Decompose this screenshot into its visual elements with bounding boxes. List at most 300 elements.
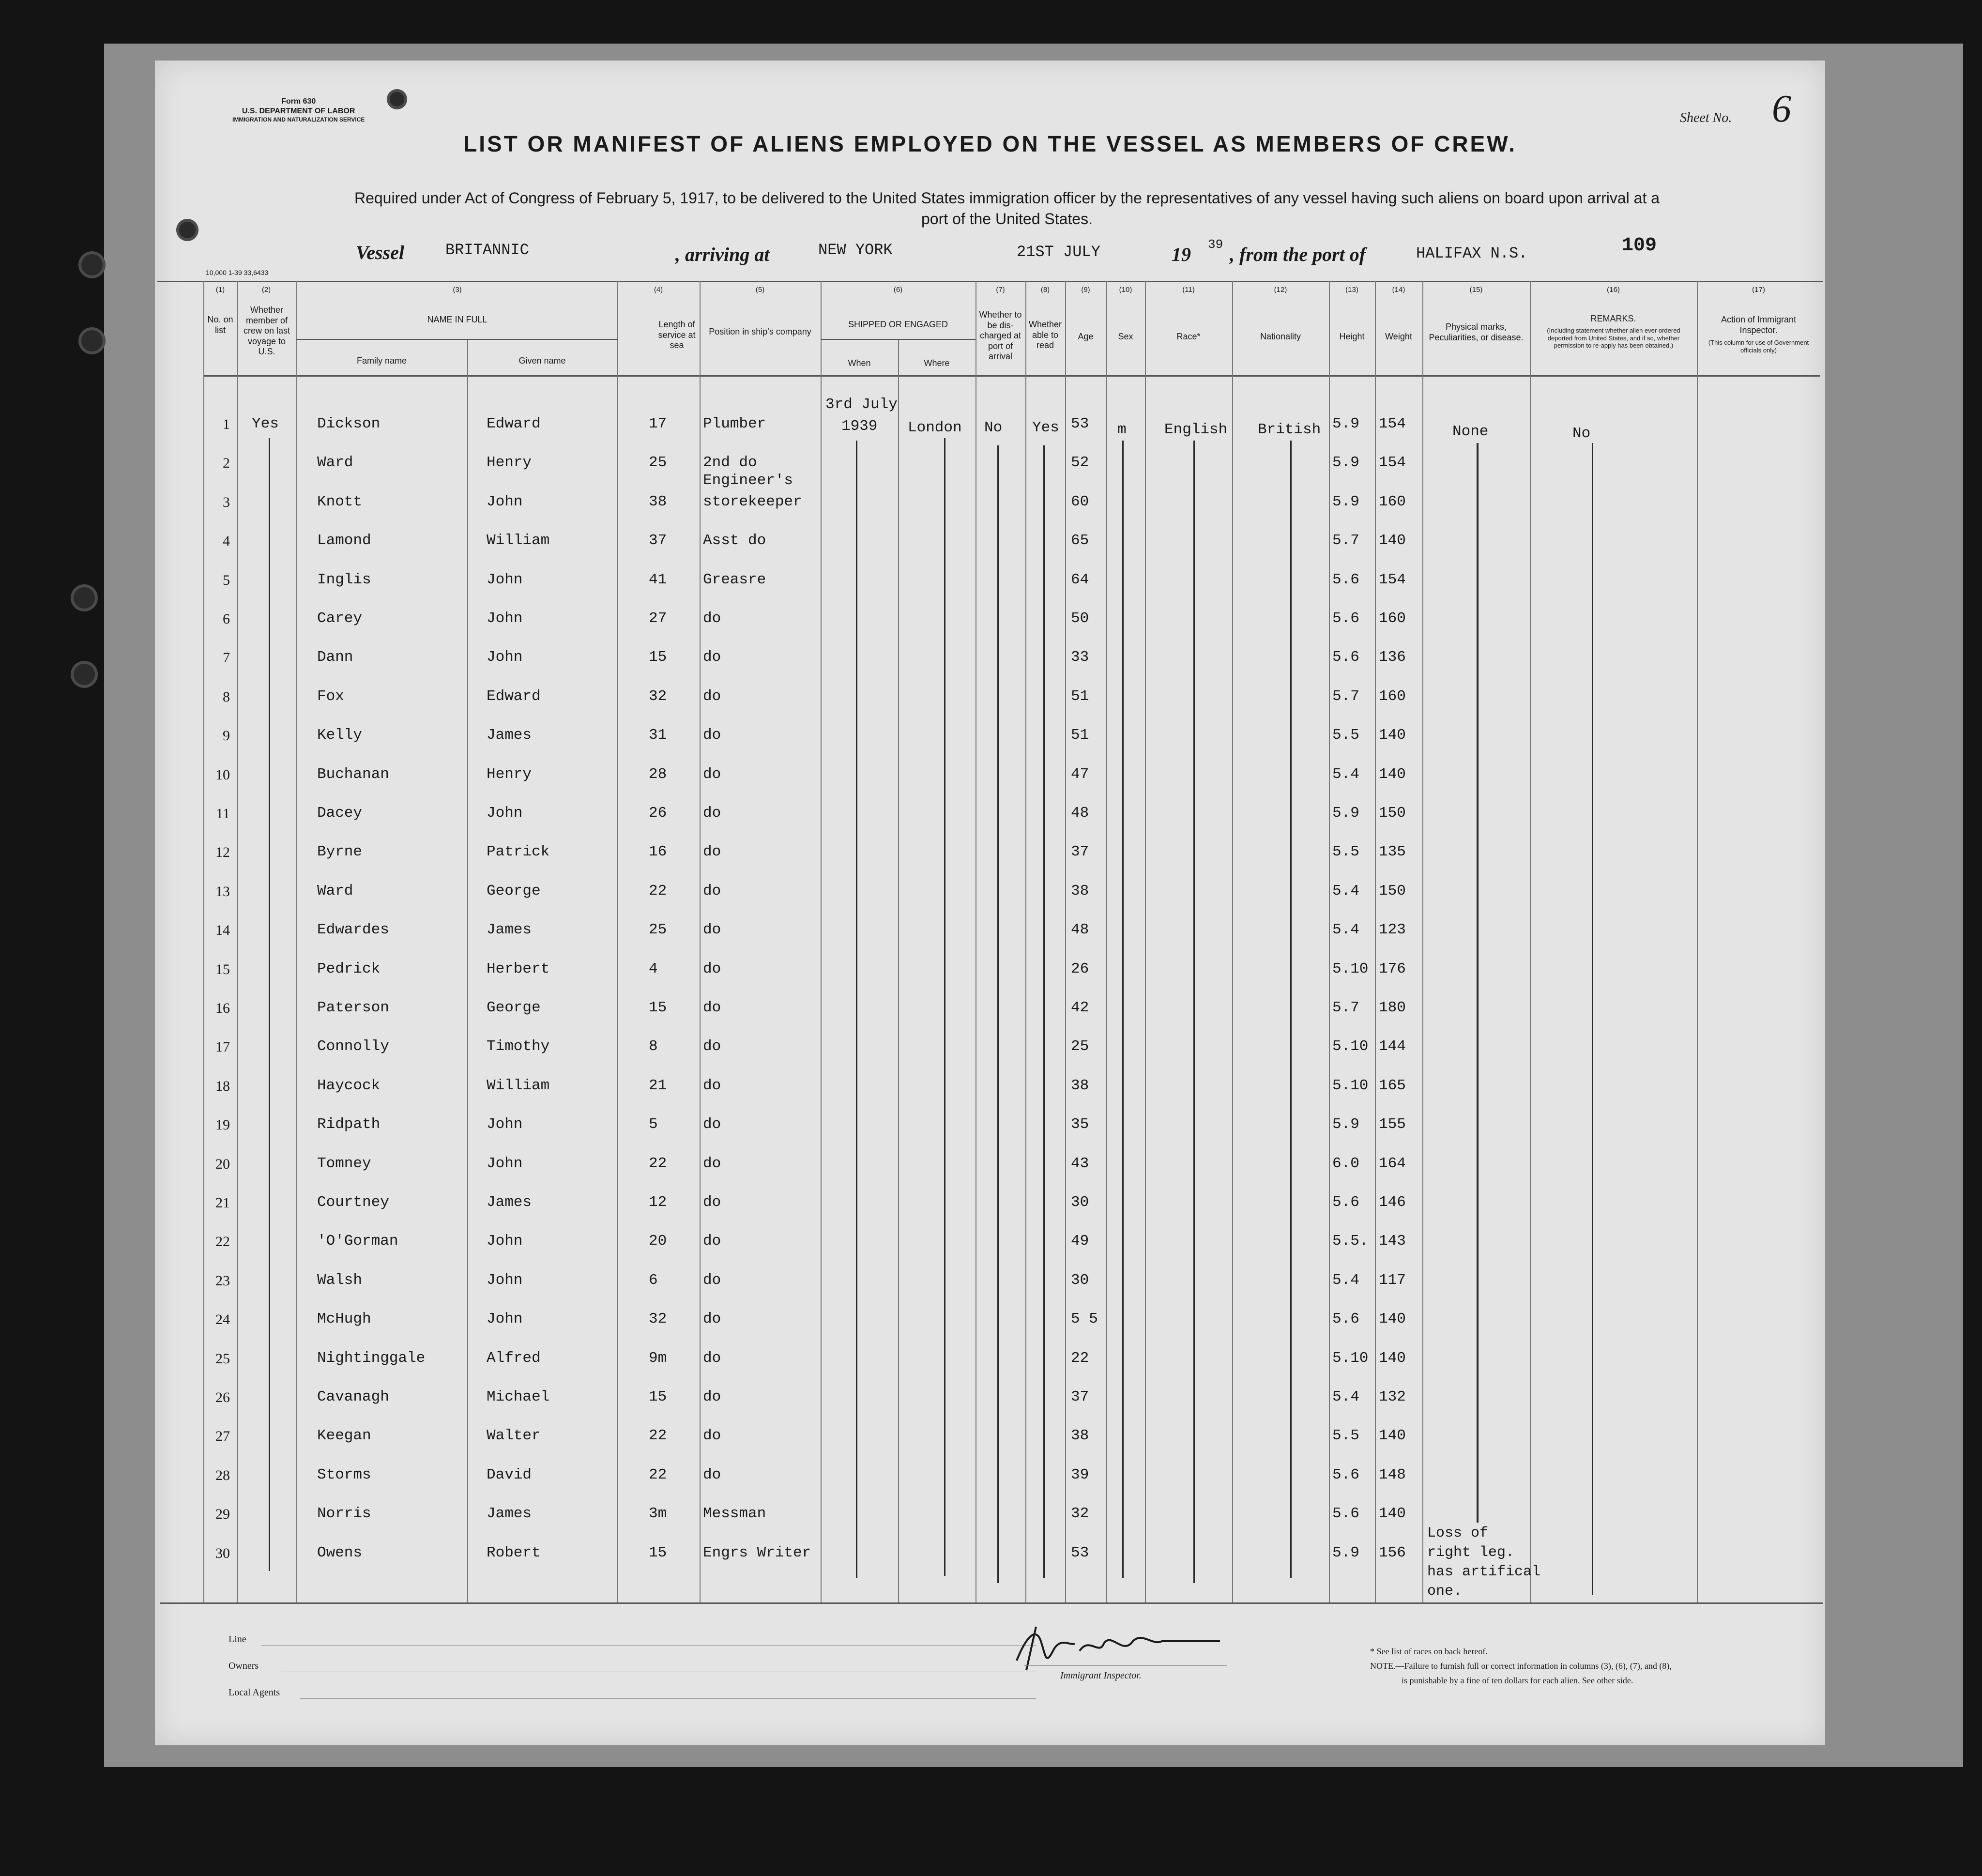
weight: 135 — [1379, 843, 1406, 860]
weight: 160 — [1379, 493, 1406, 510]
length-of-service: 6 — [649, 1272, 658, 1289]
family-name: Paterson — [317, 999, 389, 1016]
col-num-14: (14) — [1392, 286, 1405, 294]
given-name: Timothy — [487, 1038, 550, 1055]
row-number: 4 — [223, 533, 230, 549]
header-rule — [157, 281, 1823, 282]
length-of-service: 22 — [649, 883, 667, 900]
ship-position: do — [703, 1233, 721, 1250]
ditto-mark — [1043, 445, 1045, 1578]
weight: 154 — [1379, 454, 1406, 471]
shipped-when: 3rd July — [825, 396, 898, 413]
height: 5.5. — [1332, 1233, 1369, 1250]
sheet-label: Sheet No. — [1680, 110, 1732, 125]
given-name: George — [487, 883, 541, 900]
family-name: Buchanan — [317, 766, 389, 783]
col-num-11: (11) — [1182, 286, 1195, 294]
weight: 143 — [1379, 1233, 1406, 1250]
weight: 117 — [1379, 1272, 1406, 1289]
weight: 180 — [1379, 999, 1406, 1016]
ship-position: storekeeper — [703, 493, 802, 510]
ship-position: do — [703, 688, 721, 705]
ship-position: do — [703, 1077, 721, 1094]
height: 5.6 — [1332, 610, 1359, 627]
ship-position: do — [703, 1116, 721, 1133]
ship-position: do — [703, 1311, 721, 1327]
footer-line — [300, 1698, 1036, 1699]
arriving-label: , arriving at — [675, 244, 770, 265]
height: 5.10 — [1332, 1077, 1369, 1094]
length-of-service: 25 — [649, 921, 667, 938]
col-num-13: (13) — [1345, 286, 1358, 294]
row-number: 15 — [215, 961, 230, 977]
family-name: Inglis — [317, 571, 371, 588]
given-name: John — [487, 1272, 523, 1289]
row-number: 8 — [223, 689, 230, 705]
length-of-service: 22 — [649, 1155, 667, 1172]
binder-hole — [179, 222, 196, 238]
weight: 154 — [1379, 571, 1406, 588]
height: 5.5 — [1332, 727, 1359, 744]
col-num-9: (9) — [1081, 286, 1090, 294]
height: 5.4 — [1332, 883, 1359, 900]
ship-position: do — [703, 843, 721, 860]
height: 5.9 — [1332, 454, 1359, 471]
ship-position: do — [703, 649, 721, 666]
family-name: Ward — [317, 883, 353, 900]
col-num-6: (6) — [893, 286, 903, 294]
ship-position: do — [703, 961, 721, 977]
age: 30 — [1071, 1194, 1089, 1211]
footer-owners-label: Owners — [229, 1661, 259, 1671]
shipped-where: London — [908, 419, 962, 436]
length-of-service: 28 — [649, 766, 667, 783]
given-name: Herbert — [487, 961, 550, 977]
year-prefix: 19 — [1172, 244, 1191, 265]
form-identifier — [232, 97, 365, 123]
length-of-service: 21 — [649, 1077, 667, 1094]
grid-line — [1422, 281, 1423, 1602]
length-of-service: 22 — [649, 1427, 667, 1444]
weight: 156 — [1379, 1544, 1406, 1561]
row-number: 28 — [215, 1467, 230, 1483]
grid-line — [296, 339, 618, 340]
family-name: Knott — [317, 493, 363, 510]
age: 52 — [1071, 454, 1089, 471]
ship-position: Asst do — [703, 532, 766, 549]
height: 5.10 — [1332, 1350, 1369, 1367]
footer-note-fine-2: is punishable by a fine of ten dollars for each alien. See other side. — [1402, 1676, 1633, 1685]
ditto-mark — [1122, 441, 1124, 1578]
row-number: 6 — [223, 611, 230, 627]
weight: 140 — [1379, 1350, 1406, 1367]
vessel-label: Vessel — [356, 242, 404, 263]
column-header-rule — [203, 375, 1820, 377]
col-num-8: (8) — [1040, 286, 1050, 294]
member-last-voyage: Yes — [252, 415, 279, 432]
grid-line — [617, 281, 618, 1602]
col-header-sex: Sex — [1118, 332, 1133, 341]
family-name: Dickson — [317, 415, 381, 432]
length-of-service: 8 — [649, 1038, 658, 1055]
sheet-number: 6 — [1772, 88, 1791, 130]
col-header-action-note: (This column for use of Government officials only) — [1708, 339, 1809, 354]
height: 5.6 — [1332, 649, 1359, 666]
height: 5.7 — [1332, 532, 1359, 549]
grid-line — [1329, 281, 1330, 1602]
height: 5.10 — [1332, 1038, 1369, 1055]
row-number: 14 — [215, 922, 230, 938]
grid-line — [1375, 281, 1376, 1602]
grid-line — [1025, 281, 1026, 1602]
arrival-port: NEW YORK — [818, 241, 893, 259]
family-name: Owens — [317, 1544, 363, 1561]
ship-position: do — [703, 1388, 721, 1405]
grid-line — [1232, 281, 1233, 1602]
grid-line — [1697, 281, 1698, 1602]
weight: 165 — [1379, 1077, 1406, 1094]
height: 5.5 — [1332, 843, 1359, 860]
ditto-mark — [1193, 441, 1195, 1583]
ship-position-line1: Engineer's — [703, 472, 793, 489]
age: 25 — [1071, 1038, 1089, 1055]
given-name: Alfred — [487, 1350, 541, 1367]
given-name: Robert — [487, 1544, 541, 1561]
row-number: 27 — [215, 1428, 230, 1444]
footer-note-races: * See list of races on back hereof. — [1370, 1647, 1488, 1656]
weight: 123 — [1379, 921, 1406, 938]
age: 5 5 — [1071, 1311, 1098, 1327]
row-number: 12 — [215, 844, 230, 860]
weight: 150 — [1379, 883, 1406, 900]
discharged-at-arrival: No — [984, 419, 1003, 436]
grid-line — [1106, 281, 1107, 1602]
family-name: Haycock — [317, 1077, 381, 1094]
given-name: William — [487, 1077, 550, 1094]
family-name: Lamond — [317, 532, 371, 549]
age: 64 — [1071, 571, 1089, 588]
grid-line — [467, 339, 468, 1602]
ship-position: do — [703, 1466, 721, 1483]
grid-line — [700, 281, 701, 1602]
col-header-remarks: REMARKS. — [1590, 314, 1636, 323]
age: 51 — [1071, 688, 1089, 705]
height: 5.6 — [1332, 1505, 1359, 1522]
col-num-16: (16) — [1607, 286, 1620, 294]
age: 53 — [1071, 415, 1089, 432]
physical-marks: None — [1452, 423, 1489, 440]
grid-line — [1065, 281, 1066, 1602]
age: 43 — [1071, 1155, 1089, 1172]
col-header-nationality: Nationality — [1260, 332, 1301, 341]
ditto-mark — [269, 438, 270, 1571]
given-name: John — [487, 571, 523, 588]
row-number: 20 — [215, 1156, 230, 1172]
age: 33 — [1071, 649, 1089, 666]
family-name: Connolly — [317, 1038, 389, 1055]
col-header-discharged: Whether to be dis-charged at port of arrival — [979, 310, 1022, 362]
col-header-height: Height — [1339, 332, 1365, 341]
length-of-service: 17 — [649, 415, 667, 432]
weight: 140 — [1379, 1505, 1406, 1522]
given-name: John — [487, 493, 523, 510]
length-of-service: 38 — [649, 493, 667, 510]
col-num-5: (5) — [755, 286, 765, 294]
grid-line — [1145, 281, 1146, 1602]
ditto-mark — [1477, 443, 1479, 1523]
given-name: Edward — [487, 415, 541, 432]
row-number: 5 — [223, 572, 230, 588]
col-header-weight: Weight — [1385, 332, 1412, 341]
given-name: John — [487, 1155, 523, 1172]
col-header-service: Length of service at sea — [658, 320, 696, 351]
col-header-family: Family name — [356, 356, 407, 366]
row-number: 29 — [215, 1506, 230, 1522]
inspector-label: Immigrant Inspector. — [1060, 1670, 1142, 1681]
family-name: Fox — [317, 688, 344, 705]
family-name: Norris — [317, 1505, 371, 1522]
col-header-member: Whether member of crew on last voyage to U.S. — [243, 305, 290, 357]
row-number: 9 — [223, 728, 230, 744]
col-header-marks: Physical marks, Peculiarities, or disease. — [1429, 322, 1524, 342]
age: 37 — [1071, 1388, 1089, 1405]
height: 5.9 — [1332, 1116, 1359, 1133]
row-number: 17 — [215, 1039, 230, 1055]
col-num-3: (3) — [453, 286, 462, 294]
row-number: 7 — [223, 650, 230, 666]
family-name: Walsh — [317, 1272, 363, 1289]
weight: 144 — [1379, 1038, 1406, 1055]
weight: 140 — [1379, 766, 1406, 783]
binder-hole — [74, 587, 95, 609]
nationality: British — [1258, 421, 1321, 438]
ditto-mark — [1592, 443, 1593, 1595]
row-number: 21 — [215, 1195, 230, 1211]
grid-line — [898, 339, 899, 1602]
height: 5.10 — [1332, 961, 1369, 977]
row-number: 30 — [215, 1545, 230, 1561]
from-port-label: , from the port of — [1230, 244, 1366, 265]
weight: 132 — [1379, 1388, 1406, 1405]
given-name: Michael — [487, 1388, 550, 1405]
height: 5.4 — [1332, 921, 1359, 938]
year-suffix: 39 — [1208, 237, 1223, 252]
length-of-service: 4 — [649, 961, 658, 977]
binder-hole — [74, 664, 95, 685]
ship-position: do — [703, 1194, 721, 1211]
length-of-service: 15 — [649, 1544, 667, 1561]
weight: 155 — [1379, 1116, 1406, 1133]
footer-note-fine: NOTE.—Failure to furnish full or correct information in columns (3), (6), (7), and (8), — [1370, 1661, 1672, 1671]
given-name: John — [487, 1233, 523, 1250]
given-name: John — [487, 805, 523, 822]
family-name: Storms — [317, 1466, 371, 1483]
family-name: McHugh — [317, 1311, 371, 1327]
weight: 160 — [1379, 688, 1406, 705]
given-name: George — [487, 999, 541, 1016]
age: 37 — [1071, 843, 1089, 860]
height: 5.6 — [1332, 571, 1359, 588]
col-header-when: When — [848, 358, 871, 368]
inspector-signature — [1007, 1617, 1230, 1675]
ship-position: Messman — [703, 1505, 766, 1522]
family-name: Keegan — [317, 1427, 371, 1444]
age: 26 — [1071, 961, 1089, 977]
family-name: Dacey — [317, 805, 363, 822]
age: 39 — [1071, 1466, 1089, 1483]
ditto-mark — [944, 438, 945, 1576]
given-name: John — [487, 610, 523, 627]
given-name: James — [487, 1194, 532, 1211]
ship-position: do — [703, 1272, 721, 1289]
family-name: Nightinggale — [317, 1350, 426, 1367]
col-header-where: Where — [924, 358, 950, 368]
given-name: James — [487, 921, 532, 938]
col-header-action: Action of Immigrant Inspector. — [1721, 315, 1797, 335]
length-of-service: 5 — [649, 1116, 658, 1133]
height: 5.5 — [1332, 1427, 1359, 1444]
age: 38 — [1071, 1077, 1089, 1094]
age: 48 — [1071, 805, 1089, 822]
departure-port: HALIFAX N.S. — [1416, 244, 1528, 262]
given-name: Patrick — [487, 843, 550, 860]
shipped-when-year: 1939 — [841, 418, 878, 435]
service-name: IMMIGRATION AND NATURALIZATION SERVICE — [232, 116, 365, 123]
row-number: 11 — [216, 806, 230, 822]
footer-agents-label: Local Agents — [229, 1687, 280, 1698]
length-of-service: 15 — [649, 1388, 667, 1405]
family-name: Byrne — [317, 843, 363, 860]
row-number: 18 — [215, 1078, 230, 1094]
remarks: No — [1572, 425, 1591, 442]
col-num-17: (17) — [1752, 286, 1765, 294]
given-name: Henry — [487, 766, 532, 783]
length-of-service: 32 — [649, 688, 667, 705]
footer-rule — [160, 1602, 1823, 1604]
height: 5.9 — [1332, 805, 1359, 822]
grid-line — [296, 281, 297, 1602]
grid-line — [237, 281, 238, 1602]
weight: 160 — [1379, 610, 1406, 627]
height: 5.4 — [1332, 766, 1359, 783]
length-of-service: 16 — [649, 843, 667, 860]
length-of-service: 12 — [649, 1194, 667, 1211]
row-number: 1 — [223, 416, 230, 432]
row-number: 24 — [215, 1312, 230, 1327]
length-of-service: 37 — [649, 532, 667, 549]
print-code: 10,000 1-39 33,6433 — [206, 269, 269, 276]
row-number: 3 — [223, 494, 230, 510]
weight: 176 — [1379, 961, 1406, 977]
length-of-service: 27 — [649, 610, 667, 627]
ditto-mark — [1290, 441, 1292, 1578]
ship-position: do — [703, 1155, 721, 1172]
physical-marks-line: Loss of — [1427, 1525, 1489, 1541]
physical-marks-line: right leg. — [1427, 1544, 1515, 1561]
grid-line — [203, 281, 204, 1602]
given-name: Walter — [487, 1427, 541, 1444]
family-name: Edwardes — [317, 921, 389, 938]
ship-position: do — [703, 999, 721, 1016]
physical-marks-line: one. — [1427, 1583, 1463, 1600]
length-of-service: 22 — [649, 1466, 667, 1483]
age: 22 — [1071, 1350, 1089, 1367]
grid-line — [821, 281, 822, 1602]
given-name: John — [487, 1311, 523, 1327]
length-of-service: 15 — [649, 649, 667, 666]
ship-position: do — [703, 1350, 721, 1367]
form-number: Form 630 — [281, 97, 316, 106]
footer-line — [261, 1645, 1036, 1646]
height: 5.7 — [1332, 688, 1359, 705]
given-name: John — [487, 649, 523, 666]
row-number: 16 — [215, 1000, 230, 1016]
given-name: Henry — [487, 454, 532, 471]
family-name: Ridpath — [317, 1116, 381, 1133]
age: 47 — [1071, 766, 1089, 783]
physical-marks-line: has artifical — [1427, 1564, 1541, 1580]
given-name: Edward — [487, 688, 541, 705]
row-number: 13 — [215, 884, 230, 900]
height: 6.0 — [1332, 1155, 1359, 1172]
grid-line — [821, 339, 976, 340]
length-of-service: 41 — [649, 571, 667, 588]
vessel-name: BRITANNIC — [445, 241, 529, 259]
col-num-2: (2) — [261, 286, 271, 294]
age: 30 — [1071, 1272, 1089, 1289]
height: 5.9 — [1332, 1544, 1359, 1561]
col-header-read: Whether able to read — [1028, 320, 1062, 351]
weight: 150 — [1379, 805, 1406, 822]
ship-position: do — [703, 921, 721, 938]
height: 5.6 — [1332, 1311, 1359, 1327]
length-of-service: 15 — [649, 999, 667, 1016]
given-name: James — [487, 727, 532, 744]
row-number: 26 — [215, 1389, 230, 1405]
binder-hole — [81, 254, 103, 275]
col-header-name: NAME IN FULL — [427, 315, 488, 324]
age: 38 — [1071, 883, 1089, 900]
row-number: 2 — [223, 455, 230, 471]
age: 60 — [1071, 493, 1089, 510]
ditto-mark — [856, 441, 857, 1578]
col-num-10: (10) — [1119, 286, 1132, 294]
ditto-mark — [997, 445, 999, 1583]
family-name: Courtney — [317, 1194, 389, 1211]
age: 32 — [1071, 1505, 1089, 1522]
age: 65 — [1071, 532, 1089, 549]
col-header-no: No. on list — [207, 315, 233, 335]
age: 53 — [1071, 1544, 1089, 1561]
sex: m — [1117, 421, 1127, 438]
age: 35 — [1071, 1116, 1089, 1133]
department-name: U.S. DEPARTMENT OF LABOR — [242, 107, 355, 115]
ship-position: Greasre — [703, 571, 766, 588]
weight: 148 — [1379, 1466, 1406, 1483]
family-name: Ward — [317, 454, 353, 471]
family-name: Cavanagh — [317, 1388, 389, 1405]
ship-position: do — [703, 766, 721, 783]
page-title: LIST OR MANIFEST OF ALIENS EMPLOYED ON THE VESSEL AS MEMBERS OF CREW. — [463, 131, 1517, 156]
col-header-position: Position in ship's company — [709, 327, 811, 336]
height: 5.9 — [1332, 493, 1359, 510]
row-number: 10 — [215, 767, 230, 783]
age: 48 — [1071, 921, 1089, 938]
col-header-race: Race* — [1176, 332, 1201, 341]
given-name: David — [487, 1466, 532, 1483]
col-header-remarks-note: (Including statement whether alien ever ordered deported from United States, and if so, whether permission to re-apply has been obtained.) — [1547, 327, 1680, 350]
weight: 154 — [1379, 415, 1406, 432]
